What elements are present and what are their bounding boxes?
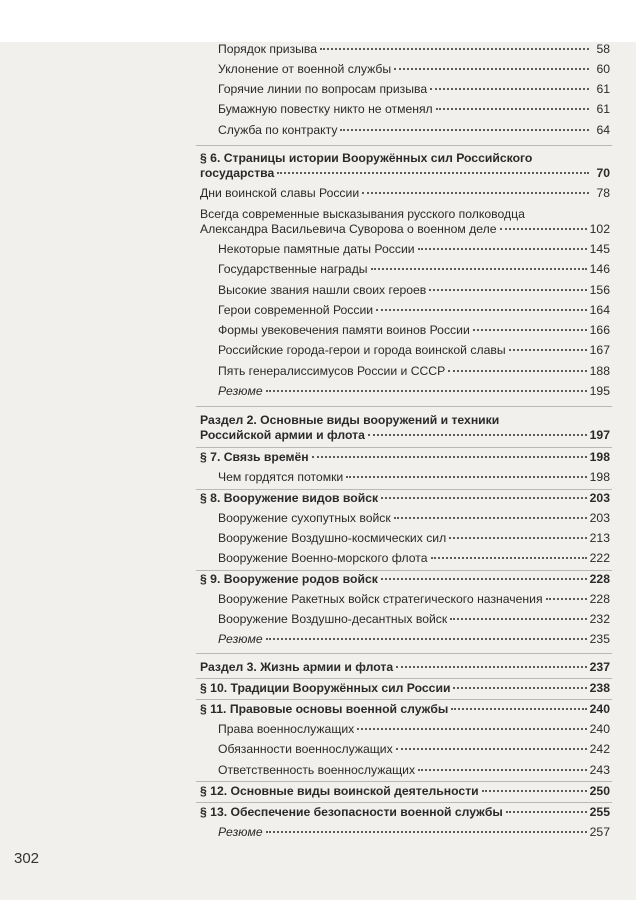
toc-entry-title: Обязанности военнослужащих bbox=[218, 742, 393, 756]
toc-entry[interactable] bbox=[218, 612, 610, 627]
toc-entry-page: 195 bbox=[589, 384, 610, 398]
leader-dots bbox=[453, 687, 586, 689]
toc-entry-title: § 12. Основные виды воинской деятельности bbox=[200, 784, 479, 798]
toc-entry[interactable] bbox=[218, 511, 610, 526]
toc-entry-title: Герои современной России bbox=[218, 303, 374, 317]
section-divider bbox=[196, 781, 612, 782]
leader-dots bbox=[368, 434, 587, 436]
toc-entry[interactable] bbox=[218, 82, 610, 97]
toc-entry[interactable] bbox=[218, 470, 610, 485]
leader-dots bbox=[266, 390, 587, 392]
toc-entry-page: 213 bbox=[589, 531, 610, 545]
leader-dots bbox=[430, 88, 589, 90]
toc-entry-title: Вооружение Ракетных войск стратегического назначения bbox=[218, 592, 543, 606]
toc-entry-title: Дни воинской славы России bbox=[200, 186, 360, 200]
leader-dots bbox=[451, 708, 586, 710]
leader-dots bbox=[346, 476, 586, 478]
leader-dots bbox=[431, 557, 587, 559]
leader-dots bbox=[381, 578, 587, 580]
toc-entry-title: § 8. Вооружение видов войск bbox=[200, 491, 379, 505]
toc-entry[interactable] bbox=[218, 323, 610, 338]
toc-entry-title: Вооружение Воздушно-космических сил bbox=[218, 531, 447, 545]
leader-dots bbox=[376, 309, 587, 311]
toc-entry-title: Вооружение сухопутных войск bbox=[218, 511, 391, 525]
toc-entry-page: 250 bbox=[589, 784, 610, 798]
toc-section-entry[interactable] bbox=[200, 660, 610, 675]
toc-entry-page: 64 bbox=[596, 123, 610, 137]
toc-entry[interactable] bbox=[218, 242, 610, 257]
toc-entry-title: Резюме bbox=[218, 384, 263, 398]
toc-entry-title: Государственные награды bbox=[218, 262, 368, 276]
section-divider bbox=[196, 653, 612, 654]
toc-entry-title: Российские города-герои и города воинской славы bbox=[218, 343, 506, 357]
toc-entry-page: 240 bbox=[589, 722, 610, 736]
toc-entry-title: Уклонение от военной службы bbox=[218, 62, 392, 76]
leader-dots bbox=[381, 497, 587, 499]
toc-entry-title: § 7. Связь времён bbox=[200, 450, 309, 464]
page-number: 302 bbox=[14, 850, 40, 867]
section-divider bbox=[196, 678, 612, 679]
toc-entry-title: Ответственность военнослужащих bbox=[218, 763, 416, 777]
toc-entry-page: 167 bbox=[589, 343, 610, 357]
toc-entry-title: Резюме bbox=[218, 825, 263, 839]
leader-dots bbox=[357, 728, 586, 730]
toc-entry-title: Служба по контракту bbox=[218, 123, 338, 137]
leader-dots bbox=[436, 108, 589, 110]
toc-chapter-entry[interactable] bbox=[200, 702, 610, 717]
toc-entry-title: § 9. Вооружение родов войск bbox=[200, 572, 378, 586]
toc-entry-page: 255 bbox=[589, 805, 610, 819]
toc-entry[interactable] bbox=[200, 207, 610, 237]
leader-dots bbox=[340, 129, 589, 131]
toc-entry[interactable] bbox=[218, 102, 610, 117]
toc-entry[interactable] bbox=[218, 123, 610, 138]
toc-entry-title: Права военнослужащих bbox=[218, 722, 355, 736]
toc-chapter-entry[interactable] bbox=[200, 450, 610, 465]
toc-chapter-entry[interactable] bbox=[200, 491, 610, 506]
toc-chapter-entry[interactable] bbox=[200, 805, 610, 820]
toc-entry[interactable] bbox=[218, 364, 610, 379]
toc-entry-page: 232 bbox=[589, 612, 610, 626]
leader-dots bbox=[396, 748, 587, 750]
toc-entry-page: 70 bbox=[596, 166, 610, 180]
toc-entry-title: Формы увековечения памяти воинов России bbox=[218, 323, 470, 337]
toc-entry-page: 78 bbox=[596, 186, 610, 200]
section-divider bbox=[196, 699, 612, 700]
section-divider bbox=[196, 489, 612, 490]
leader-dots bbox=[473, 329, 587, 331]
toc-entry-page: 198 bbox=[589, 470, 610, 484]
toc-entry-title: Бумажную повестку никто не отменял bbox=[218, 102, 433, 116]
toc-summary-entry[interactable] bbox=[218, 384, 610, 399]
toc-entry[interactable] bbox=[218, 343, 610, 358]
toc-entry-title: Порядок призыва bbox=[218, 42, 318, 56]
toc-chapter-entry[interactable] bbox=[200, 784, 610, 799]
leader-dots bbox=[418, 248, 587, 250]
section-divider bbox=[196, 145, 612, 146]
toc-entry-page: 61 bbox=[596, 102, 610, 116]
toc-entry-page: 58 bbox=[596, 42, 610, 56]
toc-entry-title: Пять генералиссимусов России и СССР bbox=[218, 364, 446, 378]
toc-entry-page: 164 bbox=[589, 303, 610, 317]
leader-dots bbox=[448, 370, 586, 372]
toc-entry-title: § 11. Правовые основы военной службы bbox=[200, 702, 449, 716]
toc-entry-title: Вооружение Воздушно-десантных войск bbox=[218, 612, 448, 626]
toc-entry[interactable] bbox=[218, 763, 610, 778]
toc-chapter-entry[interactable] bbox=[200, 151, 610, 181]
toc-entry-page: 238 bbox=[589, 681, 610, 695]
toc-entry-page: 188 bbox=[589, 364, 610, 378]
toc-entry[interactable] bbox=[200, 186, 610, 201]
leader-dots bbox=[506, 811, 587, 813]
toc-entry[interactable] bbox=[218, 62, 610, 77]
section-divider bbox=[196, 447, 612, 448]
toc-entry-page: 240 bbox=[589, 702, 610, 716]
toc-entry-title: Высокие звания нашли своих героев bbox=[218, 283, 427, 297]
toc-entry[interactable] bbox=[218, 592, 610, 607]
leader-dots bbox=[450, 618, 586, 620]
section-divider bbox=[196, 570, 612, 571]
toc-entry-title: Раздел 3. Жизнь армии и флота bbox=[200, 660, 394, 674]
leader-dots bbox=[449, 537, 586, 539]
toc-entry-title: Резюме bbox=[218, 632, 263, 646]
toc-entry[interactable] bbox=[218, 303, 610, 318]
leader-dots bbox=[394, 517, 587, 519]
toc-chapter-entry[interactable] bbox=[200, 681, 610, 696]
leader-dots bbox=[266, 638, 587, 640]
toc-entry[interactable] bbox=[218, 551, 610, 566]
toc-entry-title: Чем гордятся потомки bbox=[218, 470, 344, 484]
toc-entry[interactable] bbox=[218, 742, 610, 757]
toc-entry[interactable] bbox=[218, 42, 610, 57]
leader-dots bbox=[266, 831, 587, 833]
toc-entry-page: 243 bbox=[589, 763, 610, 777]
leader-dots bbox=[394, 68, 589, 70]
leader-dots bbox=[362, 192, 589, 194]
toc-entry-title-line1: § 6. Страницы истории Вооружённых сил Российского bbox=[200, 151, 533, 165]
toc-entry-page: 197 bbox=[589, 428, 610, 442]
toc-summary-entry[interactable] bbox=[218, 632, 610, 647]
toc-entry-page: 235 bbox=[589, 632, 610, 646]
leader-dots bbox=[418, 769, 587, 771]
toc-entry-page: 102 bbox=[589, 222, 610, 236]
toc-entry-title: § 10. Традиции Вооружённых сил России bbox=[200, 681, 451, 695]
toc-entry-page: 237 bbox=[589, 660, 610, 674]
leader-dots bbox=[500, 228, 587, 230]
toc-entry-title: государства bbox=[200, 166, 275, 180]
toc-entry-title: § 13. Обеспечение безопасности военной службы bbox=[200, 805, 503, 819]
toc-entry-page: 228 bbox=[589, 572, 610, 586]
toc-entry[interactable] bbox=[218, 722, 610, 737]
toc-chapter-entry[interactable] bbox=[200, 572, 610, 587]
toc-entry-page: 60 bbox=[596, 62, 610, 76]
toc-entry-page: 228 bbox=[589, 592, 610, 606]
toc-entry-title-line1: Всегда современные высказывания русского полководца bbox=[200, 207, 525, 221]
toc-entry-title: Некоторые памятные даты России bbox=[218, 242, 415, 256]
toc-entry-title: Вооружение Военно-морского флота bbox=[218, 551, 428, 565]
section-divider bbox=[196, 406, 612, 407]
toc-entry[interactable] bbox=[218, 262, 610, 277]
toc-entry[interactable] bbox=[218, 283, 610, 298]
section-divider bbox=[196, 802, 612, 803]
leader-dots bbox=[312, 456, 587, 458]
toc-entry-title: Российской армии и флота bbox=[200, 428, 365, 442]
toc-entry-page: 222 bbox=[589, 551, 610, 565]
toc-entry-page: 166 bbox=[589, 323, 610, 337]
toc-section-entry[interactable] bbox=[200, 413, 610, 443]
leader-dots bbox=[509, 349, 587, 351]
toc-entry-page: 198 bbox=[589, 450, 610, 464]
toc-entry-title: Александра Васильевича Суворова о военном деле bbox=[200, 222, 497, 236]
leader-dots bbox=[396, 666, 587, 668]
leader-dots bbox=[482, 790, 587, 792]
toc-entry-page: 242 bbox=[589, 742, 610, 756]
toc-entry[interactable] bbox=[218, 531, 610, 546]
toc-entry-page: 203 bbox=[589, 511, 610, 525]
toc-entry-title: Горячие линии по вопросам призыва bbox=[218, 82, 428, 96]
toc-entry-page: 146 bbox=[589, 262, 610, 276]
leader-dots bbox=[546, 598, 587, 600]
toc-entry-page: 156 bbox=[589, 283, 610, 297]
leader-dots bbox=[429, 289, 586, 291]
toc-summary-entry[interactable] bbox=[218, 825, 610, 840]
toc-entry-page: 145 bbox=[589, 242, 610, 256]
leader-dots bbox=[371, 268, 587, 270]
leader-dots bbox=[277, 172, 589, 174]
toc-entry-page: 257 bbox=[589, 825, 610, 839]
toc-entry-page: 203 bbox=[589, 491, 610, 505]
leader-dots bbox=[320, 48, 589, 50]
toc-entry-title-line1: Раздел 2. Основные виды вооружений и техники bbox=[200, 413, 500, 427]
toc-entry-page: 61 bbox=[596, 82, 610, 96]
